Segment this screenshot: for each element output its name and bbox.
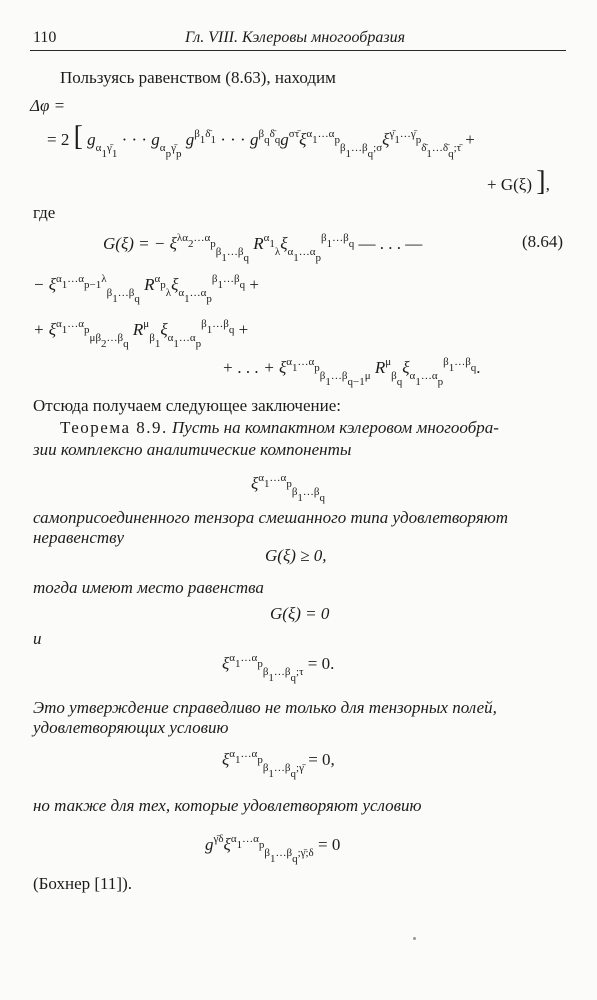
theorem-text-1: Пусть на компактном кэлеровом многообра- xyxy=(172,418,499,437)
theorem-line-2: зии комплексно аналитические компоненты xyxy=(33,440,352,459)
main-formula-tail: + G(ξ) ], xyxy=(487,166,550,197)
eq-zero-2: = 0, xyxy=(308,750,335,769)
g-term-4-prefix: + . . . + ξ xyxy=(222,358,287,377)
inequality: G(ξ) ≥ 0, xyxy=(265,546,327,565)
eq-zero-3: = 0 xyxy=(317,835,341,854)
theorem-line-1 xyxy=(60,418,499,438)
and-word: и xyxy=(33,629,42,648)
where-word: где xyxy=(33,203,56,222)
covariant-derivative-zero-1: $\xi^{\alpha_1\dots\alpha_p}_{\beta_1\dots\beta_q;\tau} = 0$. xyxy=(222,652,335,684)
g-definition-ellipsis: — . . . — xyxy=(358,234,423,253)
g-definition-lhs: G(ξ) = − ξ xyxy=(103,234,177,253)
scan-speck xyxy=(413,937,416,940)
g-xi-term: + G(ξ) xyxy=(487,175,533,194)
g-equals-zero: G(ξ) = 0 xyxy=(270,604,330,623)
then-equalities: тогда имеют место равенства xyxy=(33,578,264,597)
intro-line: Пользуясь равенством (8.63), находим xyxy=(60,68,336,87)
chapter-title: Гл. VIII. Кэлеровы многообразия xyxy=(185,29,406,46)
header-rule xyxy=(30,50,566,51)
g-term-3-prefix: + ξ xyxy=(33,320,57,339)
left-bracket: [ xyxy=(73,121,83,152)
tensor-components: $\xi^{\alpha_1\dots\alpha_p}_{\beta_1\dots\beta_q}$ xyxy=(251,472,326,504)
eq-zero-1: = 0. xyxy=(307,654,335,673)
statement-line-2: удовлетворяющих условию xyxy=(33,718,229,737)
main-formula-coef: = 2 xyxy=(47,130,70,149)
g-term-2-prefix: − ξ xyxy=(33,275,57,294)
conclusion-line: Отсюда получаем следующее заключение: xyxy=(33,396,341,415)
page-number: 110 xyxy=(33,29,57,46)
equation-number: (8.64) xyxy=(522,232,564,251)
right-bracket: ] xyxy=(536,166,546,197)
g-term-3: + $\xi^{\alpha_1\dots\alpha_p}_{\mu\beta_2\dots\beta_q}$ $R^\mu_{\beta_1}\xi_{\alpha_1\dots\alpha_p}^{\beta_1\dots\beta_q}$ + xyxy=(33,318,249,350)
g-term-4: + . . . + $\xi^{\alpha_1\dots\alpha_p}_{\beta_1\dots\beta_{q-1}\mu}$ $R^\mu_{\beta_q}\xi_{\alpha_1\dots\alpha_p}^{\beta_1\dots\beta_q}$. xyxy=(222,356,481,388)
but-also-line: но также для тех, которые удовлетворяют условию xyxy=(33,796,422,815)
laplacian-lhs: Δφ = xyxy=(30,96,66,115)
main-formula: = 2 [ $g_{\alpha_1\gammā_1}$ · · · $g_{\alpha_p\gammā_p}$ $g^{\beta_1\deltā_1}$ · · · $g^{\beta_q\deltā_q}g^{\sigma\taū}\xi^{\alpha_1\dots\alpha_p}_{\beta_1\dots\beta_q;\sigma}\xi^{\gammā_1\dots\gammā_p}_{\deltā_1\dots\deltā_q;\taū}$ + xyxy=(47,121,475,160)
second-derivative-zero: $g^{\gammā\delta}\xi^{\alpha_1\dots\alpha_p}_{\beta_1\dots\beta_q;\gammā;\delta} = 0$ xyxy=(205,833,341,865)
self-adjoint-line-1: самоприсоединенного тензора смешанного типа удовлетворяют xyxy=(33,508,508,527)
g-definition: G(ξ) = − $\xi^{\lambda\alpha_2\dots\alpha_p}_{\beta_1\dots\beta_q}$ $R^{\alpha_1}_\lambda\xi_{\alpha_1\dots\alpha_p}^{\beta_1\dots\beta_q}$ — . . . — xyxy=(103,232,423,264)
citation: (Бохнер [11]). xyxy=(33,874,132,893)
self-adjoint-line-2: неравенству xyxy=(33,528,125,547)
theorem-label: Теорема 8.9. xyxy=(60,418,168,437)
statement-line-1: Это утверждение справедливо не только для тензорных полей, xyxy=(33,698,497,717)
covariant-derivative-zero-2: $\xi^{\alpha_1\dots\alpha_p}_{\beta_1\dots\beta_q;\gammā} = 0$, xyxy=(222,748,335,780)
g-term-2: − $\xi^{\alpha_1\dots\alpha_{p-1}\lambda}_{\beta_1\dots\beta_q}$ $R^{\alpha_p}_\lambda\xi_{\alpha_1\dots\alpha_p}^{\beta_1\dots\beta_q}$ + xyxy=(33,273,259,305)
